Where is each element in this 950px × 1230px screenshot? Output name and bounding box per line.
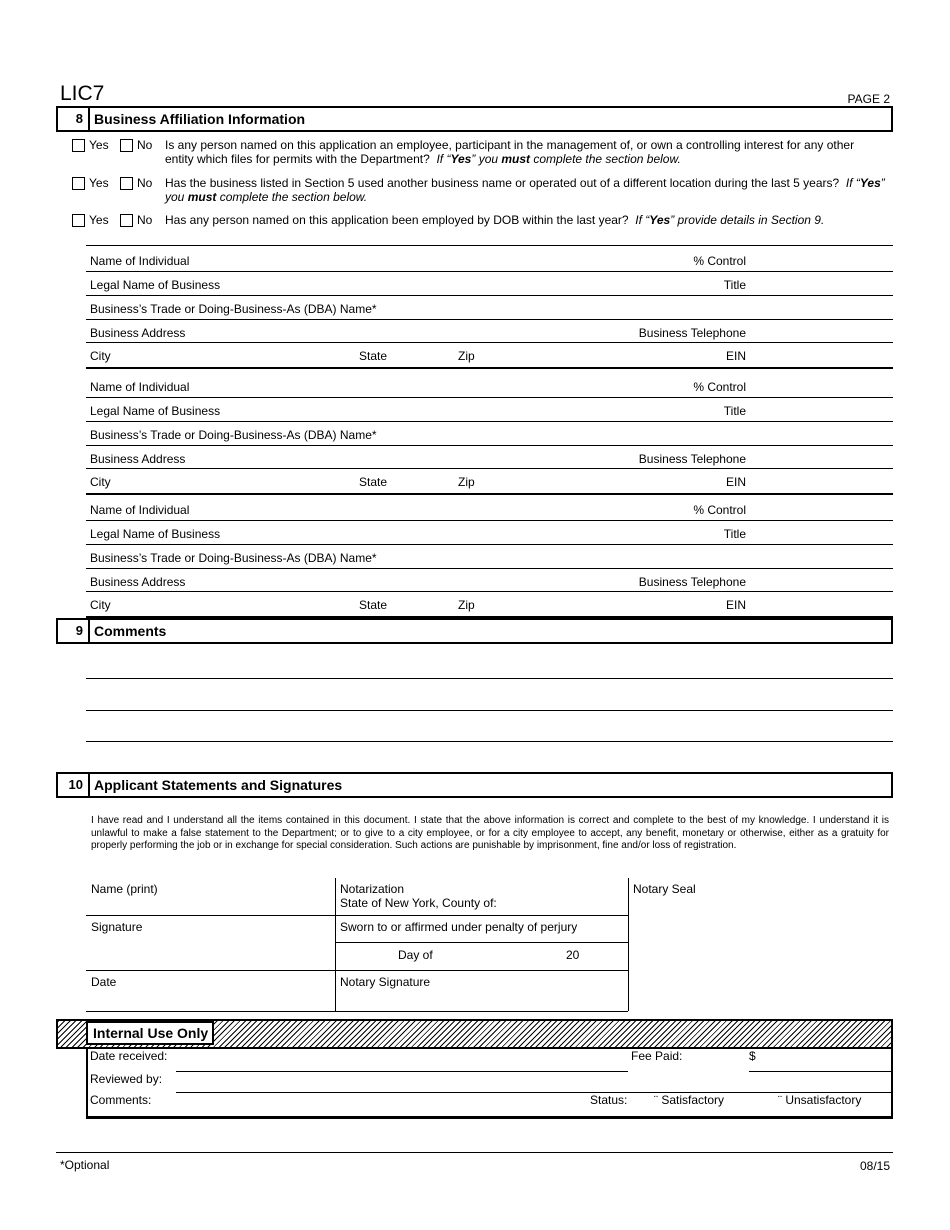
no-label: No	[137, 176, 153, 190]
ein-label: EIN	[725, 598, 746, 612]
section-number: 9	[58, 620, 90, 642]
date-field[interactable]: Date	[91, 975, 117, 989]
zip-label: Zip	[458, 349, 475, 363]
state-label: State	[359, 475, 388, 489]
yes-option[interactable]	[72, 138, 109, 152]
affiliation-row[interactable]	[86, 569, 893, 592]
affiliation-row[interactable]	[86, 521, 893, 545]
comment-line[interactable]	[86, 678, 893, 679]
divider	[628, 878, 629, 1011]
state-label: State	[359, 349, 388, 363]
dollar-sign: $	[749, 1049, 756, 1063]
city-label: City	[90, 475, 111, 489]
yes-option[interactable]	[72, 176, 109, 190]
dba-label: Business’s Trade or Doing-Business-As (DBA) Name*	[90, 551, 377, 565]
fee-paid-label: Fee Paid:	[631, 1049, 683, 1063]
checkbox-yes[interactable]	[72, 214, 85, 227]
control-label: % Control	[693, 380, 746, 394]
no-option[interactable]	[120, 176, 152, 190]
affiliation-row[interactable]	[86, 296, 893, 320]
form-code: LIC7	[60, 82, 105, 105]
name-of-individual-label: Name of Individual	[90, 503, 190, 517]
internal-use-body	[86, 1047, 893, 1119]
fee-paid-line[interactable]	[749, 1071, 892, 1072]
name-print-field[interactable]: Name (print)	[91, 882, 158, 896]
day-of-field[interactable]: Day of	[398, 948, 433, 962]
name-of-individual-label: Name of Individual	[90, 254, 190, 268]
year-field[interactable]: 20	[566, 948, 580, 962]
affiliation-row[interactable]	[86, 248, 893, 272]
no-option[interactable]	[120, 213, 152, 227]
ein-label: EIN	[725, 475, 746, 489]
yes-option[interactable]	[72, 213, 109, 227]
checkbox-no[interactable]	[120, 177, 133, 190]
ein-label: EIN	[725, 349, 746, 363]
reviewed-by-label: Reviewed by:	[90, 1072, 163, 1086]
section-title: Applicant Statements and Signatures	[94, 777, 343, 793]
internal-use-title: Internal Use Only	[86, 1021, 214, 1045]
affiliation-row[interactable]	[86, 545, 893, 569]
state-label: State	[359, 598, 388, 612]
divider	[335, 878, 336, 1011]
notarization-label: Notarization	[340, 882, 405, 896]
dba-label: Business’s Trade or Doing-Business-As (DBA) Name*	[90, 428, 377, 442]
address-label: Business Address	[90, 326, 186, 340]
affiliation-row[interactable]	[86, 592, 893, 618]
legal-name-label: Legal Name of Business	[90, 278, 221, 292]
yes-label: Yes	[89, 213, 109, 227]
footer-rule	[56, 1152, 893, 1153]
question-text: Has any person named on this application been employed by DOB within the last year? If “Yes” provide details in Section 9.	[165, 213, 825, 227]
title-label: Title	[723, 278, 746, 292]
dba-label: Business’s Trade or Doing-Business-As (DBA) Name*	[90, 302, 377, 316]
title-label: Title	[723, 527, 746, 541]
section-number: 10	[58, 774, 90, 796]
title-label: Title	[723, 404, 746, 418]
status-unsatisfactory[interactable]: ¨ Unsatisfactory	[778, 1093, 862, 1107]
telephone-label: Business Telephone	[638, 575, 746, 589]
name-of-individual-label: Name of Individual	[90, 380, 190, 394]
status-label: Status:	[590, 1093, 628, 1107]
section-9-header	[56, 618, 893, 644]
control-label: % Control	[693, 254, 746, 268]
divider	[86, 1011, 628, 1012]
telephone-label: Business Telephone	[638, 452, 746, 466]
affiliation-row[interactable]	[86, 374, 893, 398]
divider	[335, 970, 628, 971]
city-label: City	[90, 598, 111, 612]
affiliation-row[interactable]	[86, 398, 893, 422]
no-option[interactable]	[120, 138, 152, 152]
affiliation-row[interactable]	[86, 320, 893, 343]
affiliation-row[interactable]	[86, 469, 893, 495]
divider	[86, 970, 335, 971]
section-title: Business Affiliation Information	[94, 111, 306, 127]
affiliation-row[interactable]	[86, 497, 893, 521]
divider	[86, 245, 893, 246]
divider	[335, 942, 628, 943]
notary-signature-field[interactable]: Notary Signature	[340, 975, 431, 989]
checkbox-yes[interactable]	[72, 139, 85, 152]
address-label: Business Address	[90, 575, 186, 589]
address-label: Business Address	[90, 452, 186, 466]
date-received-label: Date received:	[90, 1049, 168, 1063]
city-label: City	[90, 349, 111, 363]
status-satisfactory[interactable]: ¨ Satisfactory	[654, 1093, 725, 1107]
optional-note: *Optional	[60, 1158, 110, 1172]
yes-label: Yes	[89, 138, 109, 152]
question-text: Is any person named on this application an employee, participant in the management of, or own a controlling interest for any other entity which files for permits with the Department? If “Yes” you must complete the section below.	[165, 138, 855, 166]
section-10-header	[56, 772, 893, 798]
no-label: No	[137, 213, 153, 227]
legal-name-label: Legal Name of Business	[90, 404, 221, 418]
notary-seal-area: Notary Seal	[633, 882, 696, 896]
county-field[interactable]: State of New York, County of:	[340, 896, 497, 910]
affiliation-row[interactable]	[86, 343, 893, 369]
checkbox-no[interactable]	[120, 214, 133, 227]
page-label: PAGE 2	[847, 92, 890, 106]
question-text: Has the business listed in Section 5 used another business name or operated out of a different location during the last 5 years? If “Yes” you must complete the section below.	[165, 176, 885, 204]
checkbox-no[interactable]	[120, 139, 133, 152]
telephone-label: Business Telephone	[638, 326, 746, 340]
affiliation-row[interactable]	[86, 446, 893, 469]
comment-line[interactable]	[86, 710, 893, 711]
divider	[335, 915, 628, 916]
affiliation-row[interactable]	[86, 422, 893, 446]
sworn-label: Sworn to or affirmed under penalty of perjury	[340, 920, 578, 934]
checkbox-yes[interactable]	[72, 177, 85, 190]
date-received-line[interactable]	[176, 1071, 628, 1072]
affiliation-row[interactable]	[86, 272, 893, 296]
comments-label: Comments:	[90, 1093, 152, 1107]
divider	[86, 915, 335, 916]
zip-label: Zip	[458, 475, 475, 489]
section-title: Comments	[94, 623, 167, 639]
applicant-statement: I have read and I understand all the items contained in this document. I state that the above information is correct and complete to the best of my knowledge. I understand it is unlawful to make a false statement to the Department; or to give to a city employee, or for a city employee to accept, any benefit, monetary or otherwise, either as a gratuity for properly performing the job or in exchange for special consideration. Such actions are punishable by imprisonment, fine and/or loss of registration.	[91, 815, 889, 851]
zip-label: Zip	[458, 598, 475, 612]
section-8-header	[56, 106, 893, 132]
legal-name-label: Legal Name of Business	[90, 527, 221, 541]
yes-label: Yes	[89, 176, 109, 190]
revision-date: 08/15	[859, 1159, 890, 1173]
signature-field[interactable]: Signature	[91, 920, 143, 934]
control-label: % Control	[693, 503, 746, 517]
section-number: 8	[58, 108, 90, 130]
no-label: No	[137, 138, 153, 152]
comment-line[interactable]	[86, 741, 893, 742]
